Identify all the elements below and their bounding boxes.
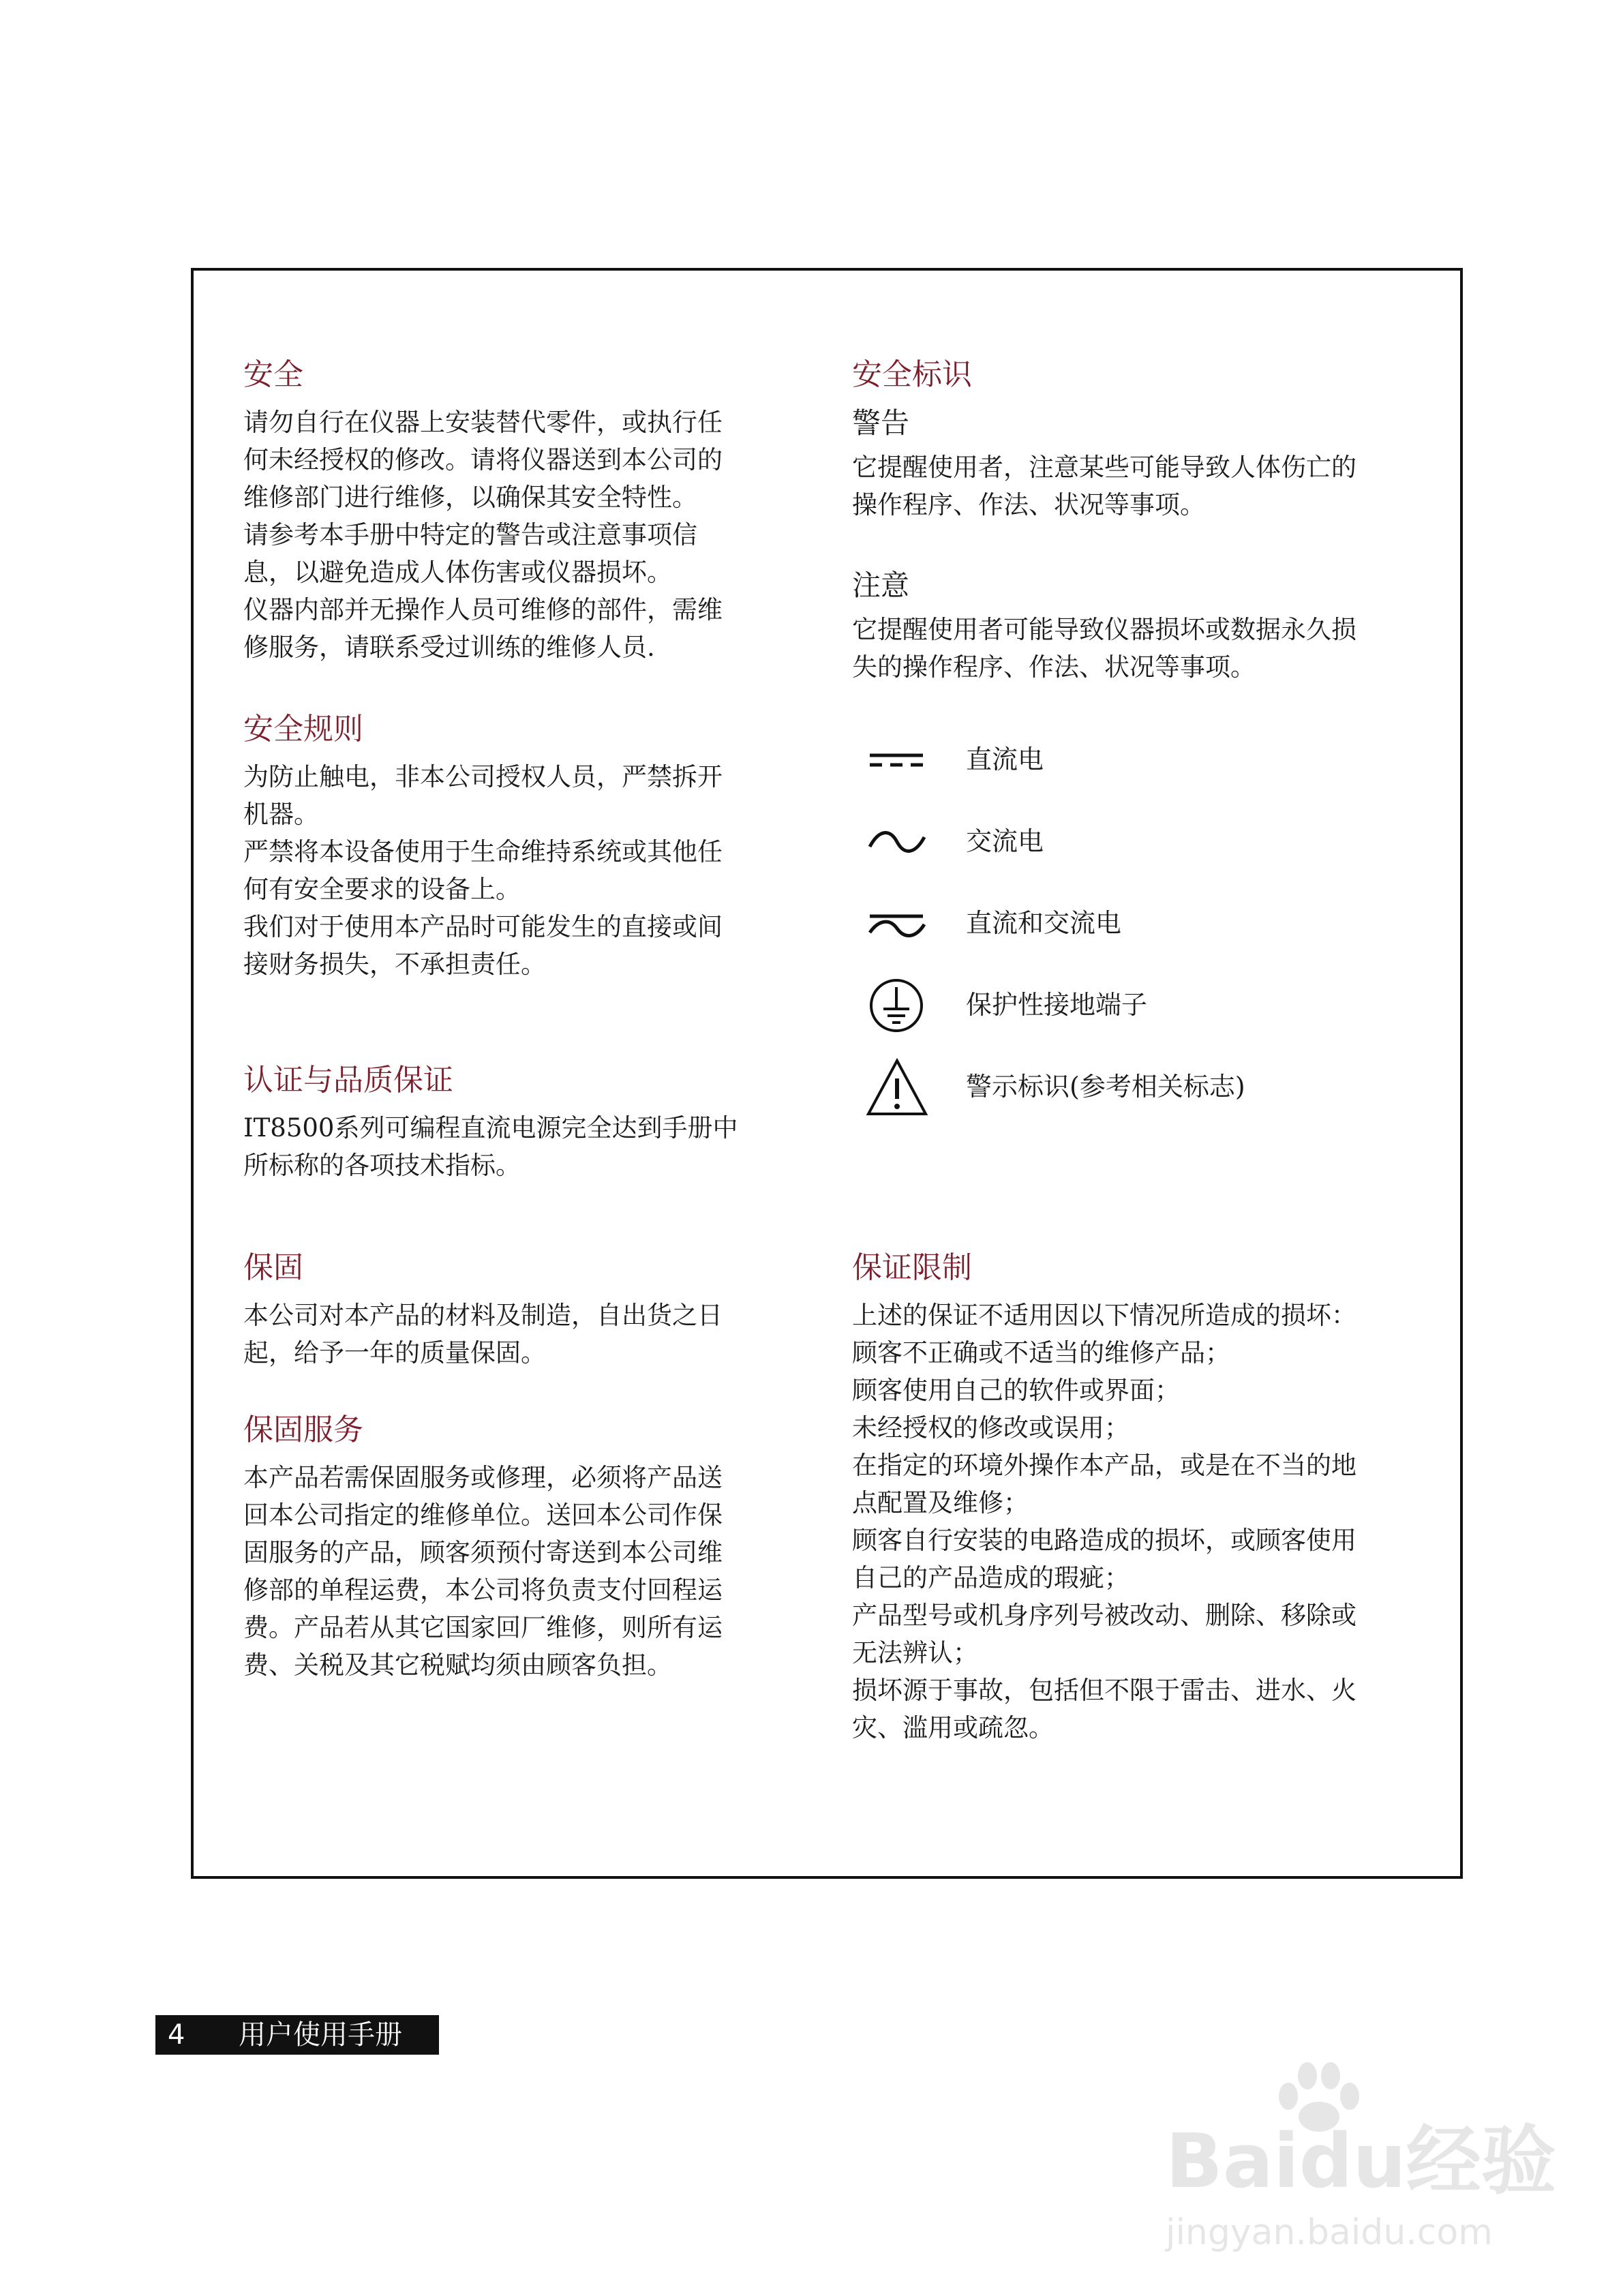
marks-heading: 安全标识: [852, 357, 972, 392]
limits-line: 顾客使用自己的软件或界面；: [852, 1376, 1180, 1405]
cert-line: 所标称的各项技术指标。: [243, 1151, 521, 1180]
section-warranty-limits: [852, 1248, 1411, 1747]
caution-line: 它提醒使用者可能导致仪器损坏或数据永久损: [852, 615, 1356, 644]
rules-line: 我们对于使用本产品时可能发生的直接或间: [243, 912, 723, 941]
limits-line: 在指定的环境外操作本产品，或是在不当的地: [852, 1451, 1356, 1480]
safety-line: 修服务，请联系受过训练的维修人员.: [243, 633, 655, 662]
section-warranty: [243, 1248, 775, 1372]
service-line: 修部的单程运费，本公司将负责支付回程运: [243, 1575, 723, 1605]
warranty-line: 本公司对本产品的材料及制造，自出货之日: [243, 1301, 723, 1330]
service-line: 回本公司指定的维修单位。送回本公司作保: [243, 1500, 723, 1530]
section-warranty-service: [243, 1410, 775, 1684]
safety-line: 维修部门进行维修，以确保其安全特性。: [243, 483, 697, 512]
cert-line: IT8500系列可编程直流电源完全达到手册中: [243, 1113, 738, 1143]
symbol-row-warning: [866, 1057, 1384, 1118]
ac-icon: [866, 811, 931, 873]
warning-line: 它提醒使用者，注意某些可能导致人体伤亡的: [852, 453, 1356, 482]
service-line: 费、关税及其它税赋均须由顾客负担。: [243, 1650, 672, 1680]
symbol-row-dc: [866, 729, 1384, 791]
safety-line: 息，以避免造成人体伤害或仪器损坏。: [243, 558, 672, 587]
limits-line: 灾、滥用或疏忽。: [852, 1713, 1054, 1742]
rules-line: 机器。: [243, 800, 319, 829]
service-line: 固服务的产品，顾客须预付寄送到本公司维: [243, 1538, 723, 1567]
warning-line: 操作程序、作法、状况等事项。: [852, 490, 1205, 519]
service-line: 本产品若需保固服务或修理，必须将产品送: [243, 1463, 723, 1492]
limits-line: 损坏源于事故，包括但不限于雷击、进水、火: [852, 1676, 1356, 1705]
caution-line: 失的操作程序、作法、状况等事项。: [852, 652, 1256, 682]
safety-line: 请参考本手册中特定的警告或注意事项信: [243, 520, 697, 549]
section-certification: [243, 1060, 775, 1184]
limits-line: 上述的保证不适用因以下情况所造成的损坏：: [852, 1301, 1356, 1330]
symbol-row-dc-ac: [866, 893, 1384, 954]
rules-line: 严禁将本设备使用于生命维持系统或其他任: [243, 837, 723, 866]
symbol-label: 交流电: [966, 826, 1044, 856]
section-safety: [243, 354, 775, 666]
warranty-line: 起，给予一年的质量保固。: [243, 1338, 546, 1368]
watermark: [1145, 2059, 1581, 2263]
service-heading: 保固服务: [243, 1413, 363, 1447]
limits-line: 未经授权的修改或误用；: [852, 1413, 1129, 1442]
safety-heading: 安全: [243, 357, 303, 392]
watermark-brand: Baidu经验: [1166, 2117, 1556, 2205]
symbol-label: 保护性接地端子: [966, 990, 1148, 1020]
dc-icon: [866, 729, 931, 791]
rules-line: 为防止触电，非本公司授权人员，严禁拆开: [243, 762, 723, 791]
protective-earth-icon: [866, 975, 931, 1036]
limits-line: 无法辨认；: [852, 1638, 978, 1667]
rules-heading: 安全规则: [243, 712, 363, 746]
page-number: 4: [168, 2019, 185, 2051]
limits-line: 点配置及维修；: [852, 1488, 1029, 1517]
safety-line: 何未经授权的修改。请将仪器送到本公司的: [243, 445, 723, 474]
safety-line: 仪器内部并无操作人员可维修的部件，需维: [243, 595, 723, 624]
rules-line: 何有安全要求的设备上。: [243, 875, 521, 904]
warranty-heading: 保固: [243, 1250, 303, 1285]
service-line: 费。产品若从其它国家回厂维修，则所有运: [243, 1613, 723, 1642]
section-caution: [852, 566, 1411, 686]
watermark-url: jingyan.baidu.com: [1166, 2212, 1493, 2253]
warning-triangle-icon: [866, 1057, 931, 1118]
rules-line: 接财务损失，不承担责任。: [243, 950, 546, 979]
symbol-row-ac: [866, 811, 1384, 873]
symbol-label: 警示标识(参考相关标志): [966, 1072, 1245, 1102]
caution-subheading: 注意: [852, 569, 910, 602]
limits-line: 顾客自行安装的电路造成的损坏，或顾客使用: [852, 1526, 1356, 1555]
limits-line: 产品型号或机身序列号被改动、删除、移除或: [852, 1601, 1356, 1630]
limits-line: 自己的产品造成的瑕疵；: [852, 1563, 1129, 1592]
manual-title: 用户使用手册: [239, 2019, 402, 2051]
section-safety-rules: [243, 709, 775, 983]
limits-heading: 保证限制: [852, 1250, 972, 1285]
section-safety-marks: [852, 354, 1411, 524]
symbol-row-earth: [866, 975, 1384, 1036]
safety-line: 请勿自行在仪器上安装替代零件，或执行任: [243, 408, 723, 437]
cert-heading: 认证与品质保证: [243, 1063, 453, 1098]
symbol-label: 直流和交流电: [966, 908, 1122, 938]
limits-line: 顾客不正确或不适当的维修产品；: [852, 1338, 1230, 1368]
page-footer: [155, 2015, 439, 2055]
symbol-label: 直流电: [966, 744, 1044, 774]
dc-ac-icon: [866, 893, 931, 954]
warning-subheading: 警告: [852, 406, 910, 440]
